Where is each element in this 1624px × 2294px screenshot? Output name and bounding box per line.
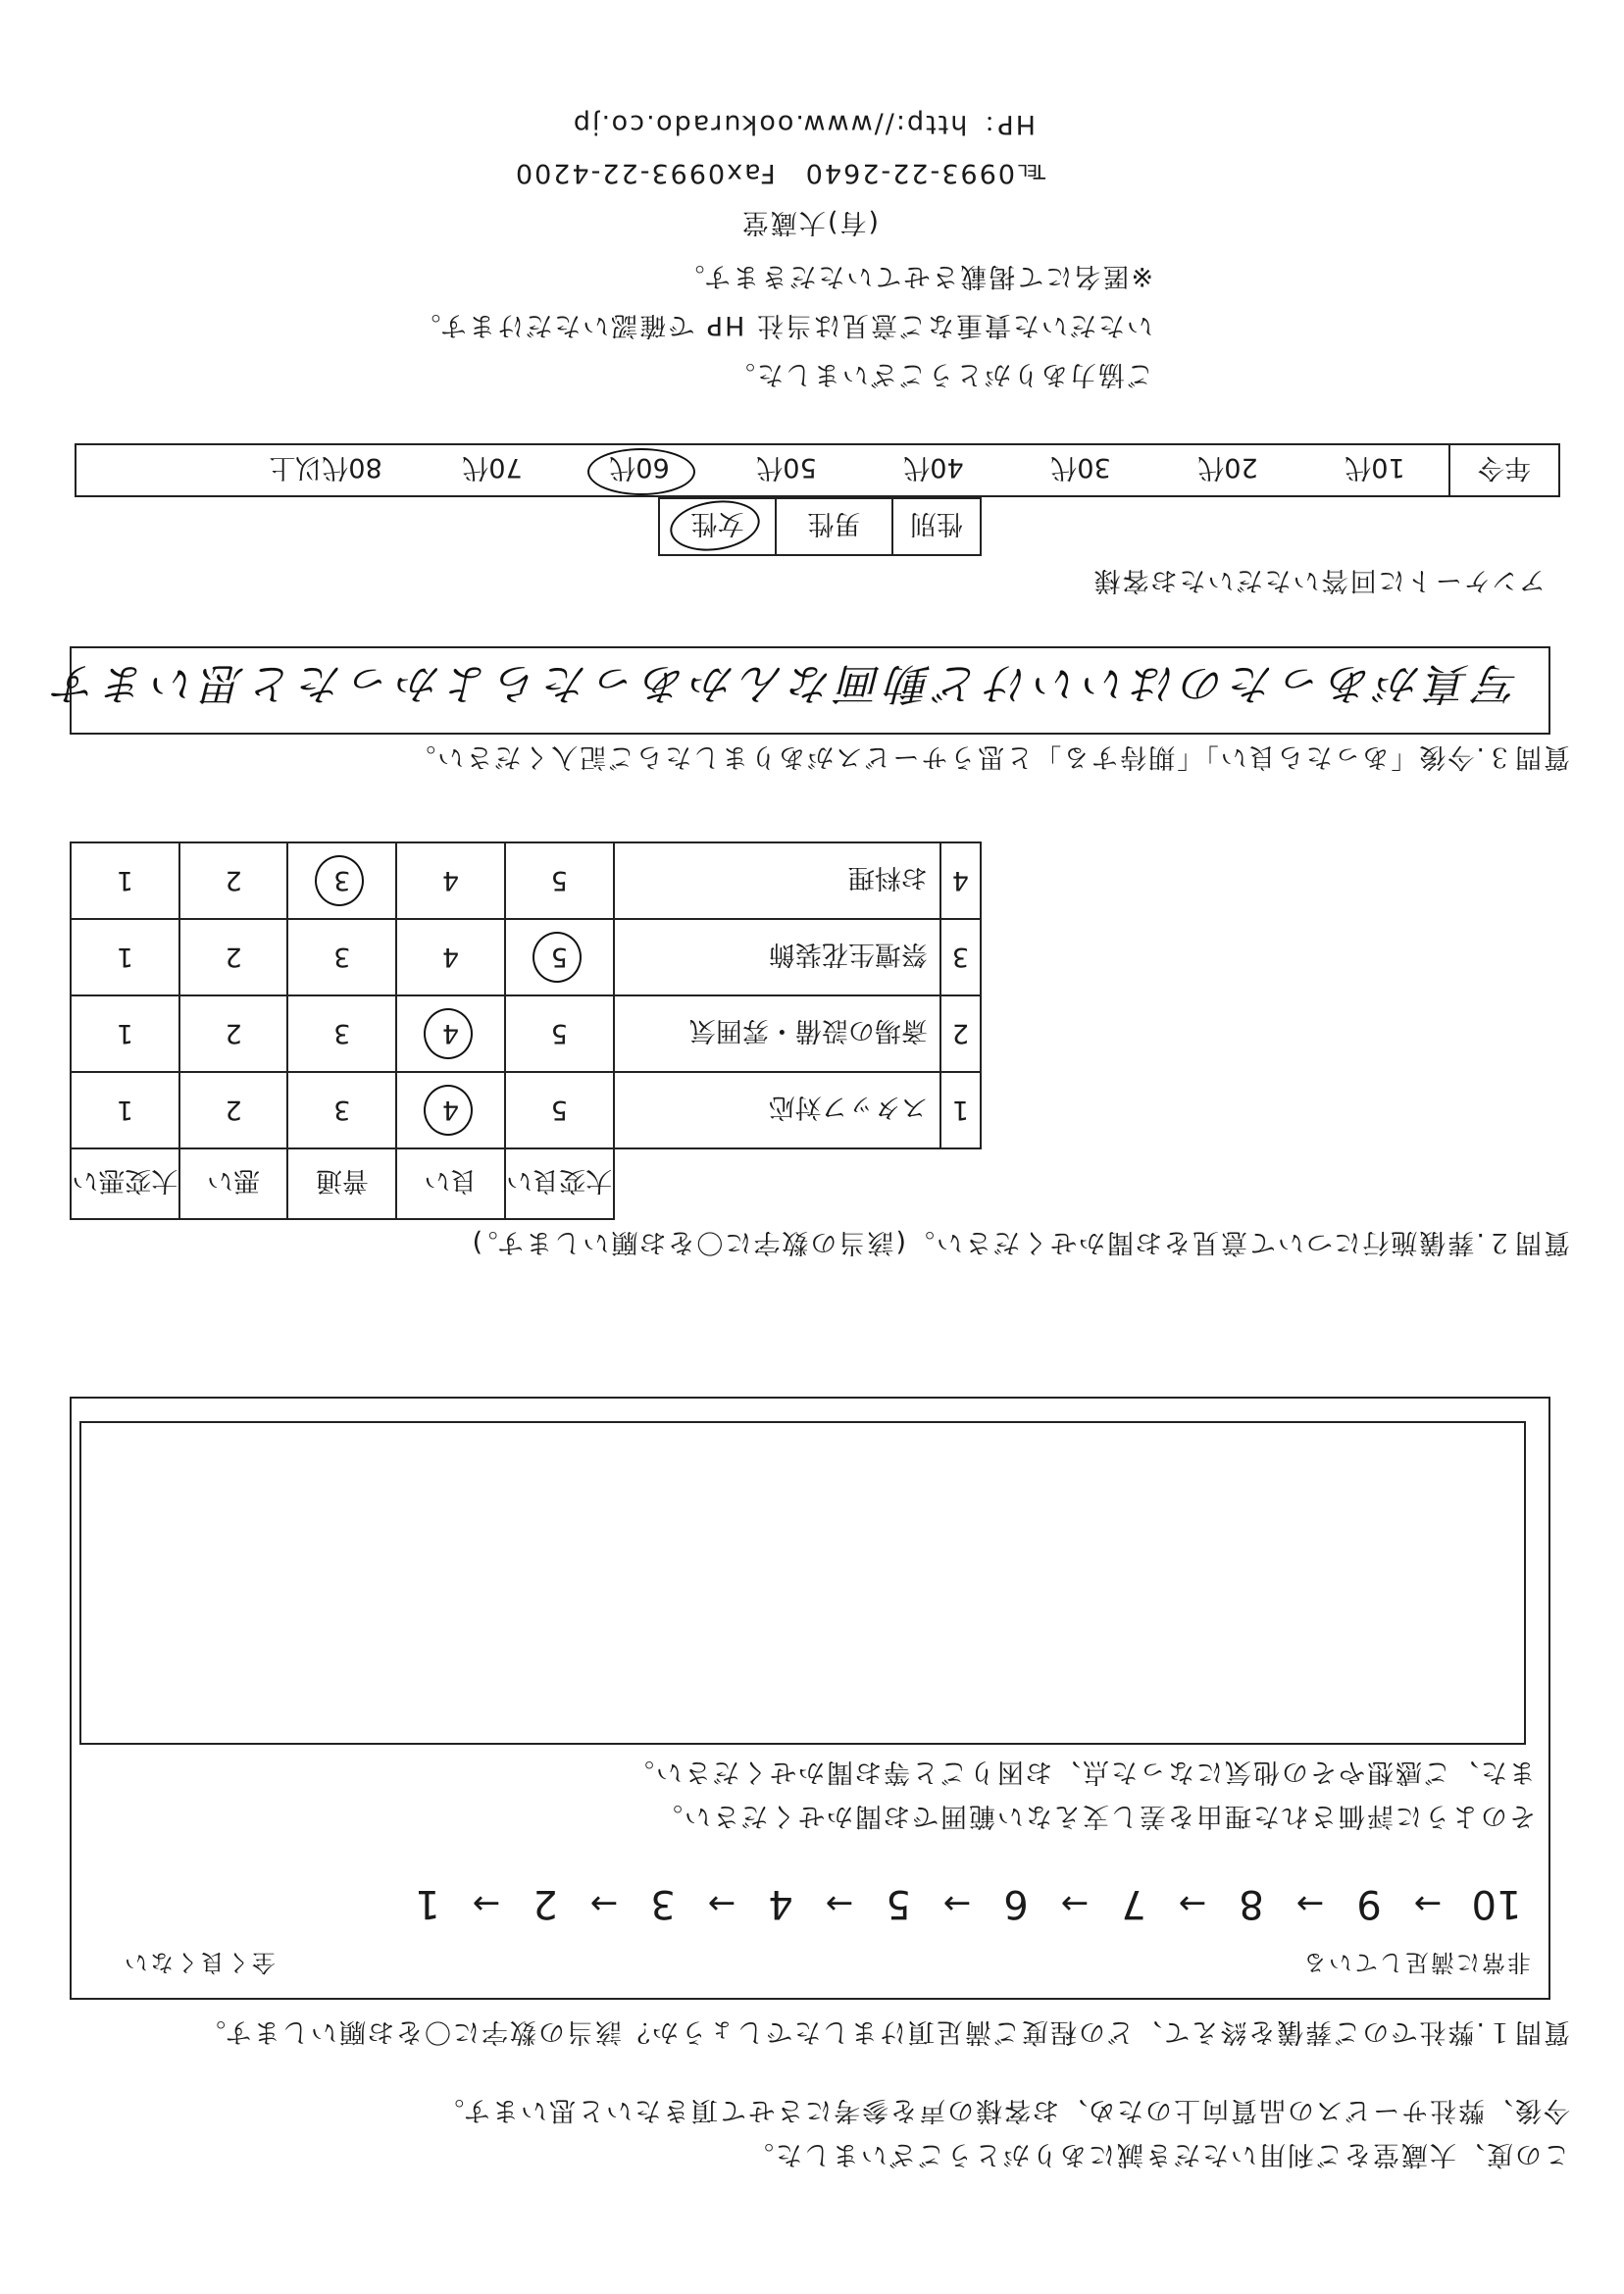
q2-rating-value: 3 [333, 1095, 351, 1126]
q2-rating-cell[interactable] [179, 842, 288, 919]
q2-row-item: 祭壇生花装飾 [614, 919, 940, 995]
closing-line-2: いただいた貴重なご意見は当社 HP で確認いただけます。 [412, 310, 1153, 340]
intro-line-2: 今後、弊社サービスの品質向上のため、お客様の声を参考にさせて頂きたいと思います。 [435, 2095, 1570, 2125]
q2-rating-table [70, 841, 982, 1220]
q2-header-cell: 良い [396, 1148, 505, 1219]
q1-label-high: 非常に満足している [1301, 1949, 1531, 1976]
scale-value[interactable]: 7 [1121, 1881, 1146, 1926]
q2-row-item: お料理 [614, 842, 940, 919]
gender-label: 性別 [892, 498, 981, 555]
scale-value[interactable]: 4 [768, 1881, 793, 1926]
arrow-icon: → [1178, 1884, 1207, 1923]
q2-row-number: 1 [940, 1072, 981, 1148]
scale-value[interactable]: 8 [1239, 1881, 1264, 1926]
q2-rating-cell[interactable] [396, 1072, 505, 1148]
q2-rating-cell[interactable] [287, 842, 396, 919]
q2-header-cell [614, 1148, 940, 1219]
gender-selected-circle [667, 495, 763, 556]
q2-rating-cell[interactable] [505, 1072, 614, 1148]
q2-row-number: 4 [940, 842, 981, 919]
age-option[interactable]: 20代 [1197, 452, 1258, 483]
closing-line-1: ご協力ありがとうございました。 [727, 359, 1153, 389]
q2-rating-value: 5 [550, 1018, 568, 1049]
company-name: (有)大蔵堂 [739, 207, 879, 237]
age-label: 年令 [1449, 444, 1559, 496]
q2-row-item: 斎場の設備・雰囲気 [614, 995, 940, 1072]
gender-option-male[interactable]: 男性 [776, 498, 892, 555]
q1-comment-box[interactable] [79, 1421, 1526, 1745]
age-selected-circle [587, 448, 695, 495]
q2-rating-value: 2 [225, 942, 242, 973]
q1-rating-scale [403, 1881, 1531, 1926]
q2-rating-cell[interactable] [287, 1072, 396, 1148]
age-option[interactable]: 50代 [756, 452, 817, 483]
company-contact: ℡0993-22-2640 Fax0993-22-4200 [513, 158, 1045, 188]
q2-rating-cell[interactable] [505, 842, 614, 919]
q3-answer-box[interactable] [48, 646, 1550, 735]
q2-rating-cell[interactable] [71, 995, 179, 1072]
q2-rating-cell[interactable] [179, 919, 288, 995]
q2-rating-value: 2 [225, 865, 242, 896]
q2-rating-cell[interactable] [71, 1072, 179, 1148]
q2-rating-value: 4 [441, 865, 460, 896]
scale-value[interactable]: 9 [1356, 1881, 1382, 1926]
age-option[interactable]: 40代 [903, 452, 964, 483]
age-table [75, 443, 1560, 497]
q2-rating-value: 5 [550, 942, 568, 973]
q2-rating-value: 5 [550, 865, 568, 896]
q2-row-number: 2 [940, 995, 981, 1072]
gender-option-female-label: 女性 [690, 508, 744, 539]
scale-value[interactable]: 5 [886, 1881, 911, 1926]
q2-selected-circle [424, 1008, 473, 1059]
respondent-title: アンケートに回答いただいたお客様 [1091, 565, 1546, 595]
q2-rating-cell[interactable] [505, 995, 614, 1072]
closing-line-3: ※匿名にて掲載させていただきます。 [676, 261, 1153, 291]
q2-row [71, 1072, 981, 1148]
q2-selected-circle [533, 932, 582, 983]
q2-rating-value: 3 [333, 1018, 351, 1049]
q2-row [71, 919, 981, 995]
age-option[interactable]: 70代 [462, 452, 523, 483]
q1-followup-2: また、ご感想やその他気になった点、お困りごと等お聞かせください。 [626, 1757, 1536, 1787]
q2-selected-circle [424, 1085, 473, 1136]
arrow-icon: → [1060, 1884, 1090, 1923]
arrow-icon: → [1413, 1884, 1443, 1923]
q2-rating-cell[interactable] [396, 919, 505, 995]
q2-rating-cell[interactable] [287, 919, 396, 995]
intro-line-1: この度、大蔵堂をご利用いただき誠にありがとうございました。 [745, 2139, 1570, 2169]
q1-question: 質問１.弊社でのご葬儀を終えて、どの程度ご満足頂けましたでしょうか？該当の数字に〇をお願いします。 [197, 2016, 1570, 2047]
age-options [76, 444, 1449, 496]
age-option[interactable]: 60代 [566, 451, 713, 489]
q2-rating-cell[interactable] [179, 1072, 288, 1148]
q2-rating-value: 1 [116, 1095, 133, 1126]
company-homepage: HP：http://www.ookurado.co.jp [571, 109, 1036, 139]
q2-rating-value: 1 [116, 942, 133, 973]
q2-rating-value: 4 [441, 942, 460, 973]
q2-header-cell: 大変良い [505, 1148, 614, 1219]
arrow-icon: → [707, 1884, 736, 1923]
q2-rating-value: 3 [333, 865, 351, 896]
q2-rating-cell[interactable] [396, 842, 505, 919]
q2-header-cell: 普通 [287, 1148, 396, 1219]
q2-rating-value: 2 [225, 1095, 242, 1126]
age-option[interactable]: 30代 [1050, 452, 1111, 483]
scale-value[interactable]: 1 [415, 1881, 440, 1926]
q2-selected-circle [315, 855, 364, 906]
q2-rating-cell[interactable] [505, 919, 614, 995]
q2-rating-value: 4 [441, 1095, 460, 1126]
q1-followup-1: そのように評価された理由を差し支えない範囲でお聞かせください。 [654, 1801, 1536, 1831]
q2-rating-cell[interactable] [71, 842, 179, 919]
q2-rating-value: 4 [441, 1018, 460, 1049]
q2-rating-cell[interactable] [396, 995, 505, 1072]
q2-row [71, 995, 981, 1072]
q1-label-low: 全く良くない [123, 1949, 276, 1976]
age-option[interactable]: 80代以上 [269, 452, 382, 483]
q2-header-cell: 悪い [179, 1148, 288, 1219]
q2-row [71, 842, 981, 919]
q2-row-number: 3 [940, 919, 981, 995]
gender-option-female[interactable] [659, 498, 776, 555]
scale-value[interactable]: 2 [533, 1881, 558, 1926]
q2-rating-value: 1 [116, 1018, 133, 1049]
q2-question: 質問２.葬儀施行について意見をお聞かせください。(該当の数字に〇をお願いします。) [470, 1227, 1570, 1257]
q2-rating-value: 3 [333, 942, 351, 973]
q2-rating-cell[interactable] [71, 919, 179, 995]
q3-question: 質問３.今後「あったら良い」「期待する」と思うサービスがありましたらご記入ください。 [407, 741, 1570, 772]
q3-handwritten-answer: 写真があったのはいいけど動画なんかあったらよかったと思います [48, 658, 1519, 708]
arrow-icon: → [589, 1884, 619, 1923]
arrow-icon: → [1295, 1884, 1325, 1923]
q2-header-cell: 大変悪い [71, 1148, 179, 1219]
scale-value[interactable]: 3 [650, 1881, 676, 1926]
scale-value[interactable]: 10 [1471, 1881, 1522, 1926]
arrow-icon: → [942, 1884, 972, 1923]
q2-rating-cell[interactable] [179, 995, 288, 1072]
scale-value[interactable]: 6 [1003, 1881, 1029, 1926]
q2-rating-value: 1 [116, 865, 133, 896]
q2-rating-value: 5 [550, 1095, 568, 1126]
arrow-icon: → [472, 1884, 501, 1923]
q2-row-item: スタッフ対応 [614, 1072, 940, 1148]
age-option[interactable]: 10代 [1345, 452, 1405, 483]
gender-table [658, 497, 982, 556]
q2-rating-cell[interactable] [287, 995, 396, 1072]
arrow-icon: → [825, 1884, 854, 1923]
q2-rating-value: 2 [225, 1018, 242, 1049]
q2-header-cell [940, 1148, 981, 1219]
